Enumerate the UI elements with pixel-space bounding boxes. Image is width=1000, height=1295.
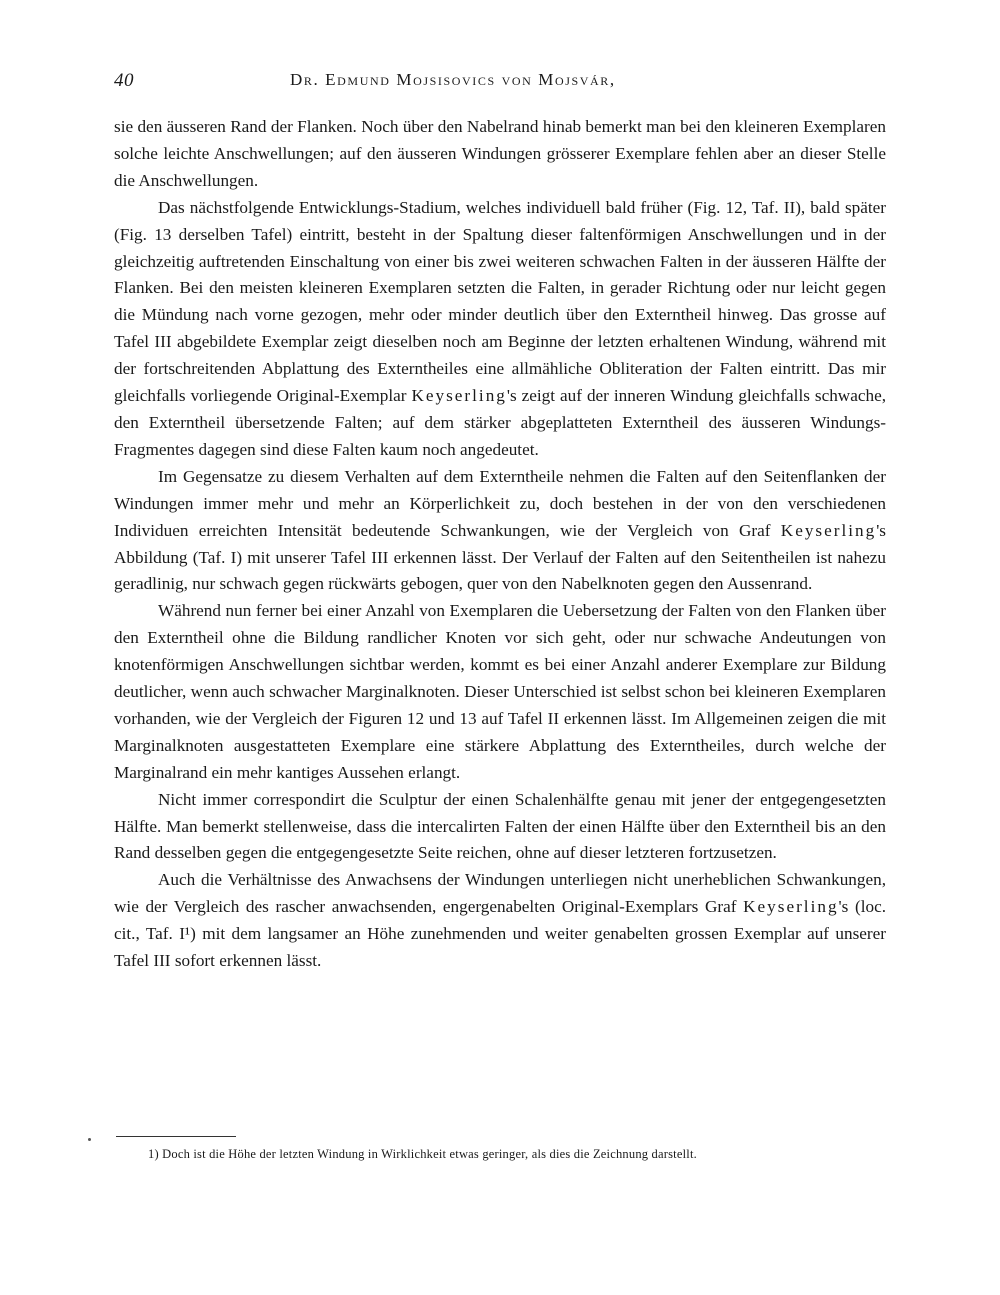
running-head: Dr. Edmund Mojsisovics von Mojsvár, bbox=[290, 70, 616, 89]
stray-ink-mark bbox=[88, 1138, 91, 1141]
author-name-spaced: Keyserling bbox=[743, 897, 839, 917]
author-name-spaced: Keyserling bbox=[780, 520, 877, 540]
paragraph-4: Während nun ferner bei einer Anzahl von Exemplaren die Uebersetzung der Falten von den Flanken über den Externtheil ohne die Bildung randlicher Knoten vor sich geht, oder nur schwache Andeutungen von knotenförmigen Anschwellungen sichtbar werden, kommt es bei einer Anzahl anderer Exemplare zur Bildung deutlicher, wenn auch schwacher Marginalknoten. Dieser Unterschied ist selbst schon bei kleineren Exemplaren vorhanden, wie der Vergleich der Figuren 12 und 13 auf Tafel II erkennen lässt. Im Allgemeinen zeigen die mit Marginalknoten ausgestatteten Exemplare eine stärkere Abplattung des Externtheiles, durch welche der Marginalrand ein mehr kantiges Aussehen erlangt. bbox=[114, 601, 886, 782]
footnote: 1) Doch ist die Höhe der letzten Windung in Wirklichkeit etwas geringer, als dies die Zeichnung darstellt. bbox=[148, 1147, 697, 1161]
footnote-rule bbox=[116, 1136, 236, 1137]
author-name-spaced: Keyserling bbox=[411, 386, 507, 406]
page-number: 40 bbox=[114, 70, 134, 91]
paragraph-1: sie den äusseren Rand der Flanken. Noch über den Nabelrand hinab bemerkt man bei den kleineren Exemplaren solche leichte Anschwellungen; auf den äusseren Windungen grösserer Exemplare fehlen aber an dieser Stelle die Anschwellungen. bbox=[114, 117, 886, 190]
paragraph-2: Das nächstfolgende Entwicklungs-Stadium, welches individuell bald früher (Fig. 12, Taf. II), bald später (Fig. 13 derselben Tafel) eintritt, besteht in der Spaltung dieser faltenförmigen Anschwellungen und in der gleichzeitig auftretenden Einschaltung von einer bis zwei weiteren schwachen Falten in der äusseren Hälfte der Flanken. Bei den meisten kleineren Exemplaren setzten die Falten, in gerader Richtung oder nur leicht gegen die Mündung nach vorne gezogen, mehr oder minder deutlich über den Externtheil hinweg. Das grosse auf Tafel III abgebildete Exemplar zeigt dieselben noch am Beginne der letzten erhaltenen Windung, während mit der fortschreitenden Abplattung des Externtheiles eine allmähliche Obliteration der Falten eintritt. Das mir gleichfalls vorliegende Original-Exemplar Keyserling's zeigt auf der inneren Windung gleichfalls schwache, den Externtheil übersetzende Falten; auf dem stärker abgeplatteten Externtheil des äusseren Windungs-Fragmentes dagegen sind diese Falten kaum noch angedeutet. bbox=[114, 197, 886, 459]
paragraph-3: Im Gegensatze zu diesem Verhalten auf dem Externtheile nehmen die Falten auf den Seitenflanken der Windungen immer mehr und mehr an Körperlichkeit zu, doch bestehen in der von den verschiedenen Individuen erreichten Intensität bedeutende Schwankungen, wie der Vergleich von Graf Keyserling's Abbildung (Taf. I) mit unserer Tafel III erkennen lässt. Der Verlauf der Falten auf den Seitentheilen ist nahezu geradlinig, nur schwach gegen rückwärts gebogen, quer von den Nabelknoten gegen den Aussenrand. bbox=[114, 466, 886, 594]
body-text bbox=[114, 114, 886, 975]
paragraph-5: Nicht immer correspondirt die Sculptur der einen Schalenhälfte genau mit jener der entgegengesetzten Hälfte. Man bemerkt stellenweise, dass die intercalirten Falten der einen Hälfte über den Externtheil bis an den Rand desselben gegen die entgegengesetzte Seite reichen, ohne auf dieser letzteren fortzusetzen. bbox=[114, 789, 886, 863]
paragraph-6: Auch die Verhältnisse des Anwachsens der Windungen unterliegen nicht unerheblichen Schwankungen, wie der Vergleich des rascher anwachsenden, engergenabelten Original-Exemplars Graf Keyserling's (loc. cit., Taf. I¹) mit dem langsamer an Höhe zunehmenden und weiter genabelten grossen Exemplar auf unserer Tafel III sofort erkennen lässt. bbox=[114, 870, 886, 971]
